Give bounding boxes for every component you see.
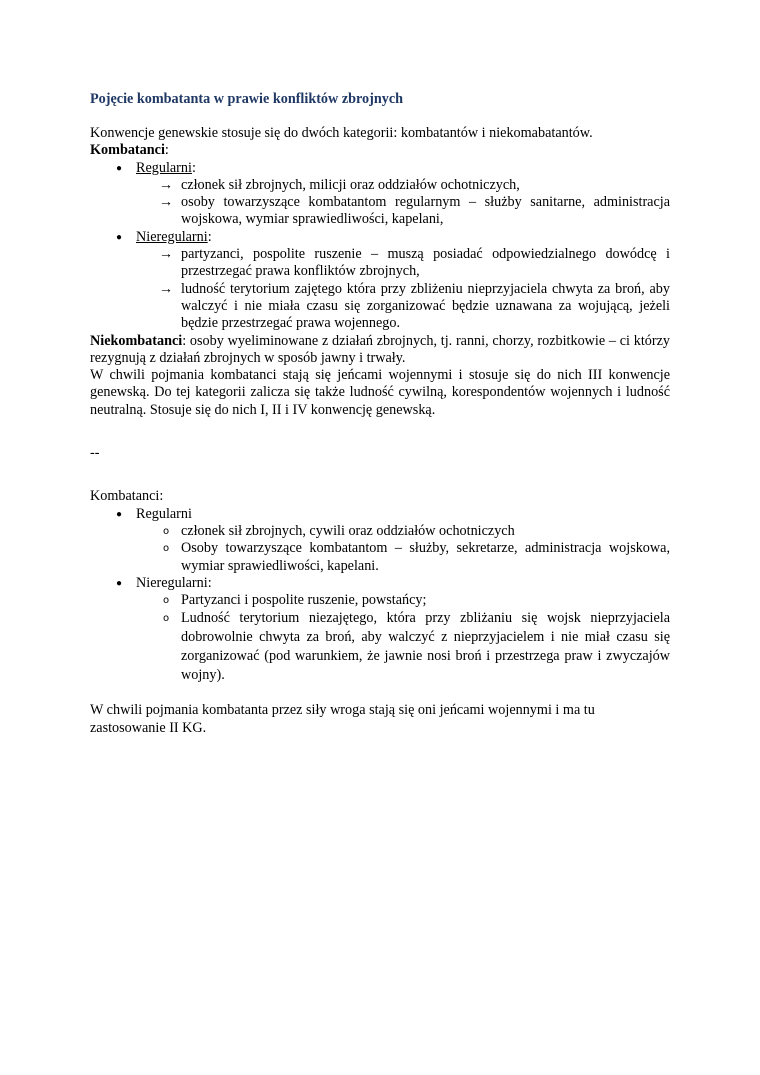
document-page: [90, 91, 670, 737]
bullet-icon: ●: [115, 162, 123, 174]
list-item-text: Osoby towarzyszące kombatantom – służby, sekretarze, administracja wojskowa, wymiar sprawiedliwości, kapelani.: [181, 540, 670, 574]
group-label-suffix: :: [207, 228, 212, 245]
circle-bullet-icon: o: [162, 525, 170, 537]
group-label-suffix: :: [191, 159, 196, 176]
section1-regular-items: [136, 177, 670, 229]
group-label: Nieregularni: [136, 228, 208, 245]
list-item-text: członek sił zbrojnych, milicji oraz oddziałów ochotniczych,: [181, 176, 520, 193]
circle-bullet-icon: o: [162, 613, 170, 625]
circle-bullet-icon: o: [162, 543, 170, 555]
list-item: [90, 523, 670, 540]
group-label: Nieregularni:: [136, 574, 212, 591]
section1-heading: [90, 142, 670, 159]
closing-paragraph: W chwili pojmania kombatanta przez siły wroga stają się oni jeńcami wojennymi i ma tu zastosowanie II KG.: [90, 702, 595, 736]
section2-group-regular: [90, 506, 670, 575]
arrow-right-icon: →: [158, 176, 174, 193]
noncombatants-paragraph: [90, 333, 670, 368]
noncombatants-text: : osoby wyeliminowane z działań zbrojnych, tj. ranni, chorzy, rozbitkowie – ci którzy rezygnują z działań zbrojnych w sposób jawny i trwały.: [90, 332, 670, 366]
section2-regular-items: [136, 523, 670, 575]
document-title: Pojęcie kombatanta w prawie konfliktów zbrojnych: [90, 91, 404, 107]
circle-bullet-icon: o: [162, 595, 170, 607]
section1-group-regular: [90, 160, 670, 229]
list-item-text: Partyzanci i pospolite ruszenie, powstańcy;: [181, 592, 427, 609]
list-item-text: ludność terytorium zajętego która przy zbliżeniu nieprzyjaciela chwyta za broń, aby walczyć i nie miała czasu się zorganizować będzie uznawana za wojującą, jeżeli będzie przestrzegać prawa wojennego.: [181, 280, 670, 332]
group-label: Regularni: [136, 159, 192, 176]
list-item: [90, 281, 670, 333]
arrow-right-icon: →: [158, 280, 174, 297]
section2-group-irregular: [90, 575, 670, 686]
section1-irregular-items: [136, 246, 670, 332]
bullet-icon: ●: [115, 508, 123, 520]
list-item: [90, 246, 670, 281]
capture-paragraph: W chwili pojmania kombatanci stają się jeńcami wojennymi i stosuje się do nich III konwencje genewską. Do tej kategorii zalicza się także ludność cywilną, korespondentów wojennych i ludność neutralną. Stosuje się do nich I, II i IV konwencję genewską.: [90, 367, 670, 418]
section1-heading-text: Kombatanci: [90, 142, 165, 159]
noncombatants-label: Niekombatanci: [90, 332, 183, 349]
list-item-text: członek sił zbrojnych, cywili oraz oddziałów ochotniczych: [181, 522, 515, 539]
list-item-text: partyzanci, pospolite ruszenie – muszą posiadać odpowiedzialnego dowódcę i przestrzegać prawa konfliktów zbrojnych,: [181, 246, 670, 280]
list-item-text: osoby towarzyszące kombatantom regularnym – służby sanitarne, administracja wojskowa, wymiar sprawiedliwości, kapelani,: [181, 194, 670, 228]
section2-groups: [90, 506, 670, 686]
separator: --: [90, 445, 100, 462]
list-item-text: Ludność terytorium niezajętego, która przy zbliżaniu się wojsk nieprzyjaciela dobrowolnie chwyta za broń, aby walczyć z nieprzyjacielem i nie miał czasu się zorganizować (pod warunkiem, że jawnie nosi broń i przestrzega praw i zwyczajów wojny).: [181, 610, 670, 684]
list-item: [90, 194, 670, 229]
intro-paragraph: Konwencje genewskie stosuje się do dwóch kategorii: kombatantów i niekomabatantów.: [90, 125, 593, 141]
arrow-right-icon: →: [158, 246, 174, 263]
section2-heading: Kombatanci:: [90, 488, 164, 505]
list-item: [90, 540, 670, 575]
list-item: [90, 592, 670, 609]
list-item: [90, 609, 670, 685]
section1-heading-suffix: :: [164, 142, 169, 159]
bullet-icon: ●: [115, 231, 123, 243]
section1-groups: [90, 160, 670, 333]
bullet-icon: ●: [115, 577, 123, 589]
section1-group-irregular: [90, 229, 670, 333]
section2-irregular-items: [136, 592, 670, 685]
group-label: Regularni: [136, 505, 192, 522]
list-item: [90, 177, 670, 194]
arrow-right-icon: →: [158, 194, 174, 211]
